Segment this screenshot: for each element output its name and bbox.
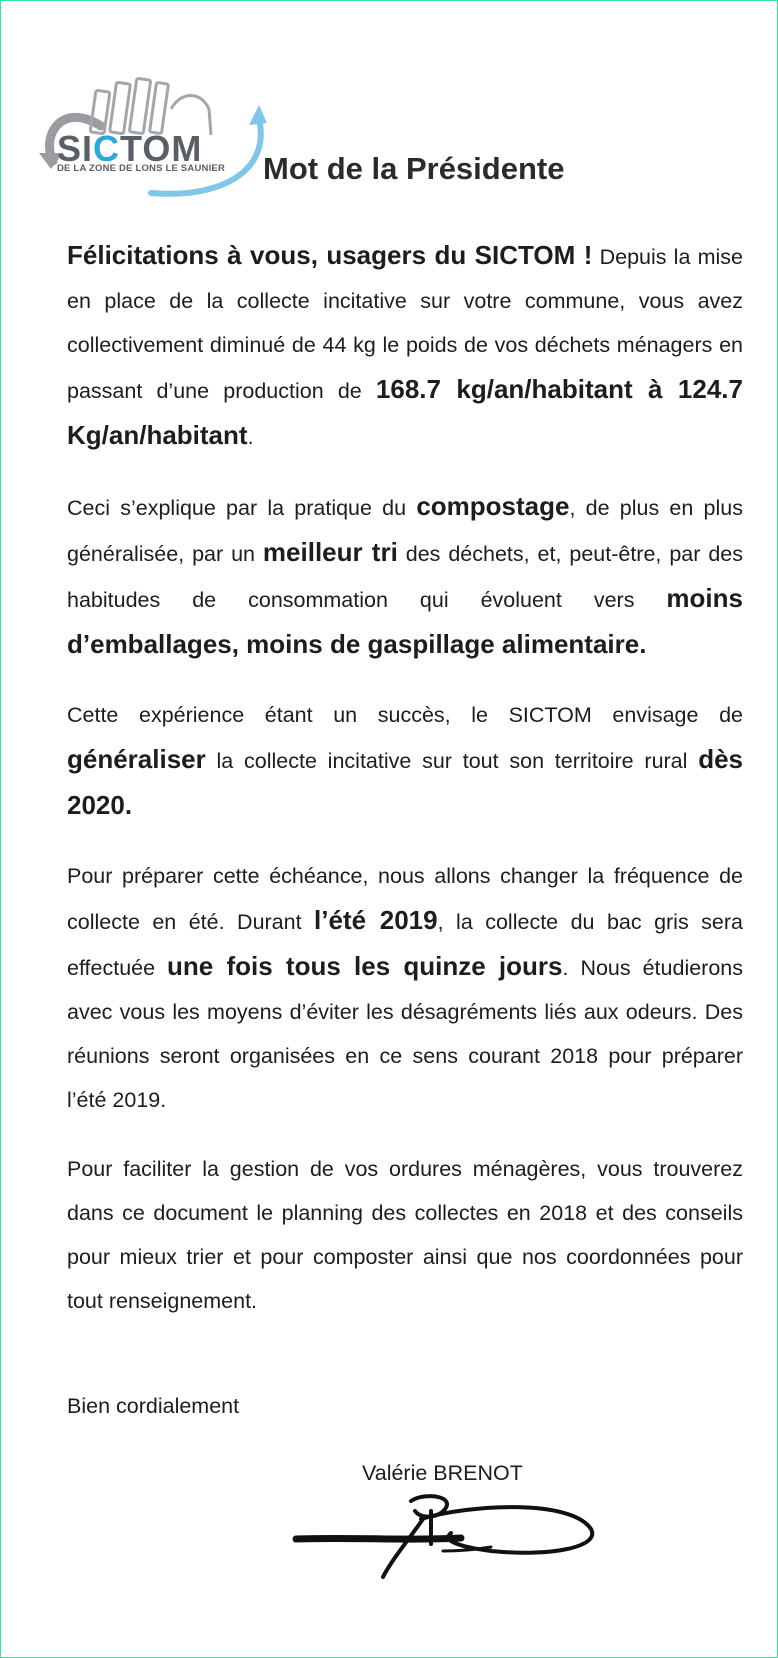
signer-name: Valérie BRENOT [362,1461,523,1485]
logo-subtitle: DE LA ZONE DE LONS LE SAUNIER [57,163,226,174]
paragraph-5-text: Pour faciliter la gestion de vos ordures ménagères, vous trouverez dans ce document le planning des collectes en 2018 et des conseils pour mieux trier et pour composter ainsi que nos coordonnées pour tout renseignement. [67,1157,743,1313]
congratulations-text: Félicitations à vous, usagers du SICTOM ! [67,240,593,270]
generaliser-emphasis: généraliser [67,744,206,774]
paragraph-3 [67,693,743,829]
paragraph-4-text-a: Pour préparer cette échéance, nous allons changer la fréquence de collecte en été. Durant [67,864,743,934]
emballages-emphasis: moins d’emballages, moins de gaspillage alimentaire. [67,583,743,659]
paragraph-2-text-a: Ceci s’explique par la pratique du [67,496,417,520]
letter-body [67,233,743,1348]
paragraph-2-text-c: , de plus en plus généralisée, par un [67,496,743,566]
paragraph-5 [67,1147,743,1323]
des-2020-emphasis: dès 2020. [67,744,743,820]
logo-wordmark-c: C [93,128,121,169]
logo-wordmark-tom: TOM [120,128,203,169]
paragraph-4 [67,854,743,1122]
paragraph-4-text-e: . Nous étudierons avec vous les moyens d’éviter les désagréments liés aux odeurs. Des réunions seront organisées en ce sens courant 2018 pour préparer l’été 2019. [67,956,743,1112]
logo-wordmark-si: SI [57,128,94,169]
handwritten-signature [291,1489,621,1579]
compostage-emphasis: compostage [416,491,570,521]
production-figures: 168.7 kg/an/habitant à 124.7 Kg/an/habitant [67,374,743,450]
paragraph-3-text-a: Cette expérience étant un succès, le SICTOM envisage de [67,703,743,727]
closing-salutation: Bien cordialement [67,1394,240,1418]
paragraph-1 [67,233,743,459]
signature-icon [291,1489,621,1579]
quinze-jours-emphasis: une fois tous les quinze jours [167,951,563,981]
paragraph-1-text: Depuis la mise en place de la collecte incitative sur votre commune, vous avez collectivement diminué de 44 kg le poids de vos déchets ménagers en passant d’une production de [67,245,743,403]
paragraph-2 [67,484,743,668]
meilleur-tri-emphasis: meilleur tri [262,537,398,567]
page-title: Mot de la Présidente [263,151,565,186]
paragraph-2-text-e: des déchets, et, peut-être, par des habitudes de consommation qui évoluent vers [67,542,743,612]
paragraph-1-end: . [247,425,254,449]
paragraph-4-text-c: , la collecte du bac gris sera effectuée [67,910,743,980]
paragraph-3-text-c: la collecte incitative sur tout son territoire rural [205,749,699,773]
ete-2019-emphasis: l’été 2019 [314,905,438,935]
